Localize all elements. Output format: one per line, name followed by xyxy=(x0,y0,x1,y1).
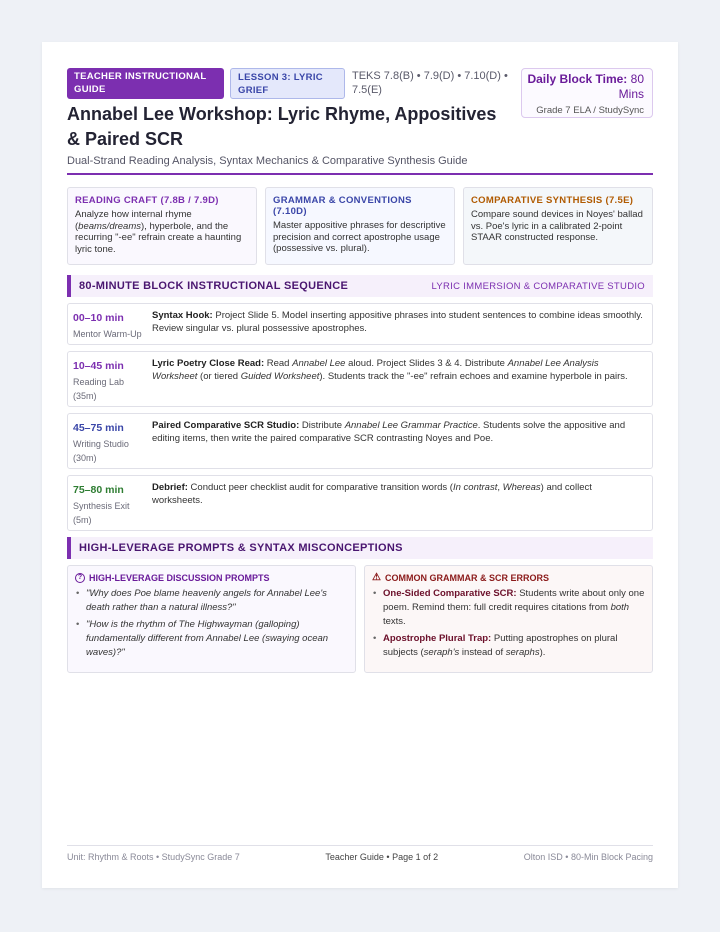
list-item: • Apostrophe Plural Trap: Putting apostrophes on plural subjects (seraph's instead of seraphs). xyxy=(372,632,645,660)
warning-icon: ⚠ xyxy=(372,572,381,583)
row-description: Paired Comparative SCR Studio: Distribute Annabel Lee Grammar Practice. Students solve the appositive and editing items, then write the paired comparative SCR contrasting Noyes and Poe. xyxy=(152,420,626,444)
row-description: Lyric Poetry Close Read: Read Annabel Lee aloud. Project Slides 3 & 4. Distribute Annabel Lee Analysis Worksheet (or tiered Guided Worksheet). Students track the "-ee" refrain echoes and examine hyperbole in pairs. xyxy=(152,358,628,382)
guide-badge: TEACHER INSTRUCTIONAL GUIDE xyxy=(67,68,224,99)
time-range: 00–10 min xyxy=(73,312,124,324)
footer-unit: Unit: Rhythm & Roots • StudySync Grade 7 xyxy=(67,852,240,862)
block-time-box xyxy=(521,68,653,118)
footer-page-number: Teacher Guide • Page 1 of 2 xyxy=(325,852,439,862)
list-item: • One-Sided Comparative SCR: Students write about only one poem. Remind them: full credit requires citations from both texts. xyxy=(372,587,645,629)
time-range: 75–80 min xyxy=(73,484,124,496)
section-title: 80-MINUTE BLOCK INSTRUCTIONAL SEQUENCE xyxy=(79,280,349,292)
sequence-row xyxy=(67,351,653,407)
discussion-prompts-box xyxy=(67,565,356,673)
guide-page xyxy=(42,42,678,888)
card-title: READING CRAFT (7.8B / 7.9D) xyxy=(75,195,219,206)
question-circle-icon: ? xyxy=(75,573,85,583)
phase-label: Reading Lab (35m) xyxy=(73,377,125,401)
time-range: 10–45 min xyxy=(73,360,124,372)
card-title: GRAMMAR & CONVENTIONS (7.10D) xyxy=(273,195,412,217)
box-title: COMMON GRAMMAR & SCR ERRORS xyxy=(384,573,549,583)
header-row xyxy=(67,68,653,116)
standards-cards xyxy=(67,187,653,265)
section-title: HIGH-LEVERAGE PROMPTS & SYNTAX MISCONCEPTIONS xyxy=(79,542,403,554)
list-item: • "Why does Poe blame heavenly angels for Annabel Lee's death rather than a natural illness?" xyxy=(75,587,348,615)
card-title: COMPARATIVE SYNTHESIS (7.5E) xyxy=(471,195,634,206)
row-description: Debrief: Conduct peer checklist audit for comparative transition words (In contrast, Whereas) and collect worksheets. xyxy=(152,482,592,506)
page-title: Annabel Lee Workshop: Lyric Rhyme, Appositives & Paired SCR xyxy=(67,104,497,149)
page-subtitle: Dual-Strand Reading Analysis, Syntax Mechanics & Comparative Synthesis Guide xyxy=(67,155,653,175)
page-footer xyxy=(67,845,653,862)
prompts-boxes xyxy=(67,565,653,673)
sequence-section-header xyxy=(67,275,653,297)
teks-standards: TEKS 7.8(B) • 7.9(D) • 7.10(D) • 7.5(E) xyxy=(352,70,508,96)
card-text: Compare sound devices in Noyes' ballad vs. Poe's lyric in a calibrated 2-point STAAR constructed response. xyxy=(471,209,643,243)
sequence-row xyxy=(67,303,653,345)
grammar-errors-box xyxy=(364,565,653,673)
sequence-row xyxy=(67,413,653,469)
sequence-list xyxy=(67,303,653,531)
block-time-sub: Grade 7 ELA / StudySync xyxy=(536,105,644,116)
box-title: HIGH-LEVERAGE DISCUSSION PROMPTS xyxy=(89,573,270,583)
card-text: Master appositive phrases for descriptive precision and correct apostrophe usage (possessive vs. plural). xyxy=(273,220,446,254)
phase-label: Mentor Warm-Up xyxy=(73,329,142,339)
lesson-badge: LESSON 3: LYRIC GRIEF xyxy=(230,68,345,99)
sequence-row xyxy=(67,475,653,531)
list-item: • "How is the rhythm of The Highwayman (galloping) fundamentally different from Annabel Lee (swaying ocean waves)?" xyxy=(75,618,348,660)
row-description: Syntax Hook: Project Slide 5. Model inserting appositive phrases into student sentences to combine ideas smoothly. Review singular vs. plural possessive apostrophes. xyxy=(152,310,643,334)
section-tag: LYRIC IMMERSION & COMPARATIVE STUDIO xyxy=(431,280,645,292)
block-time: Daily Block Time: 80 Mins xyxy=(527,72,644,101)
phase-label: Writing Studio (30m) xyxy=(73,439,129,463)
standard-card-synthesis xyxy=(463,187,653,265)
time-range: 45–75 min xyxy=(73,422,124,434)
footer-district: Olton ISD • 80-Min Block Pacing xyxy=(523,852,653,862)
card-text: Analyze how internal rhyme (beams/dreams), hyperbole, and the recurring "-ee" refrain create a haunting lyric tone. xyxy=(75,209,242,255)
standard-card-reading xyxy=(67,187,257,265)
standard-card-grammar xyxy=(265,187,455,265)
block-time-value: 80 Mins xyxy=(618,72,644,101)
phase-label: Synthesis Exit (5m) xyxy=(73,501,130,525)
prompts-section-header xyxy=(67,537,653,559)
